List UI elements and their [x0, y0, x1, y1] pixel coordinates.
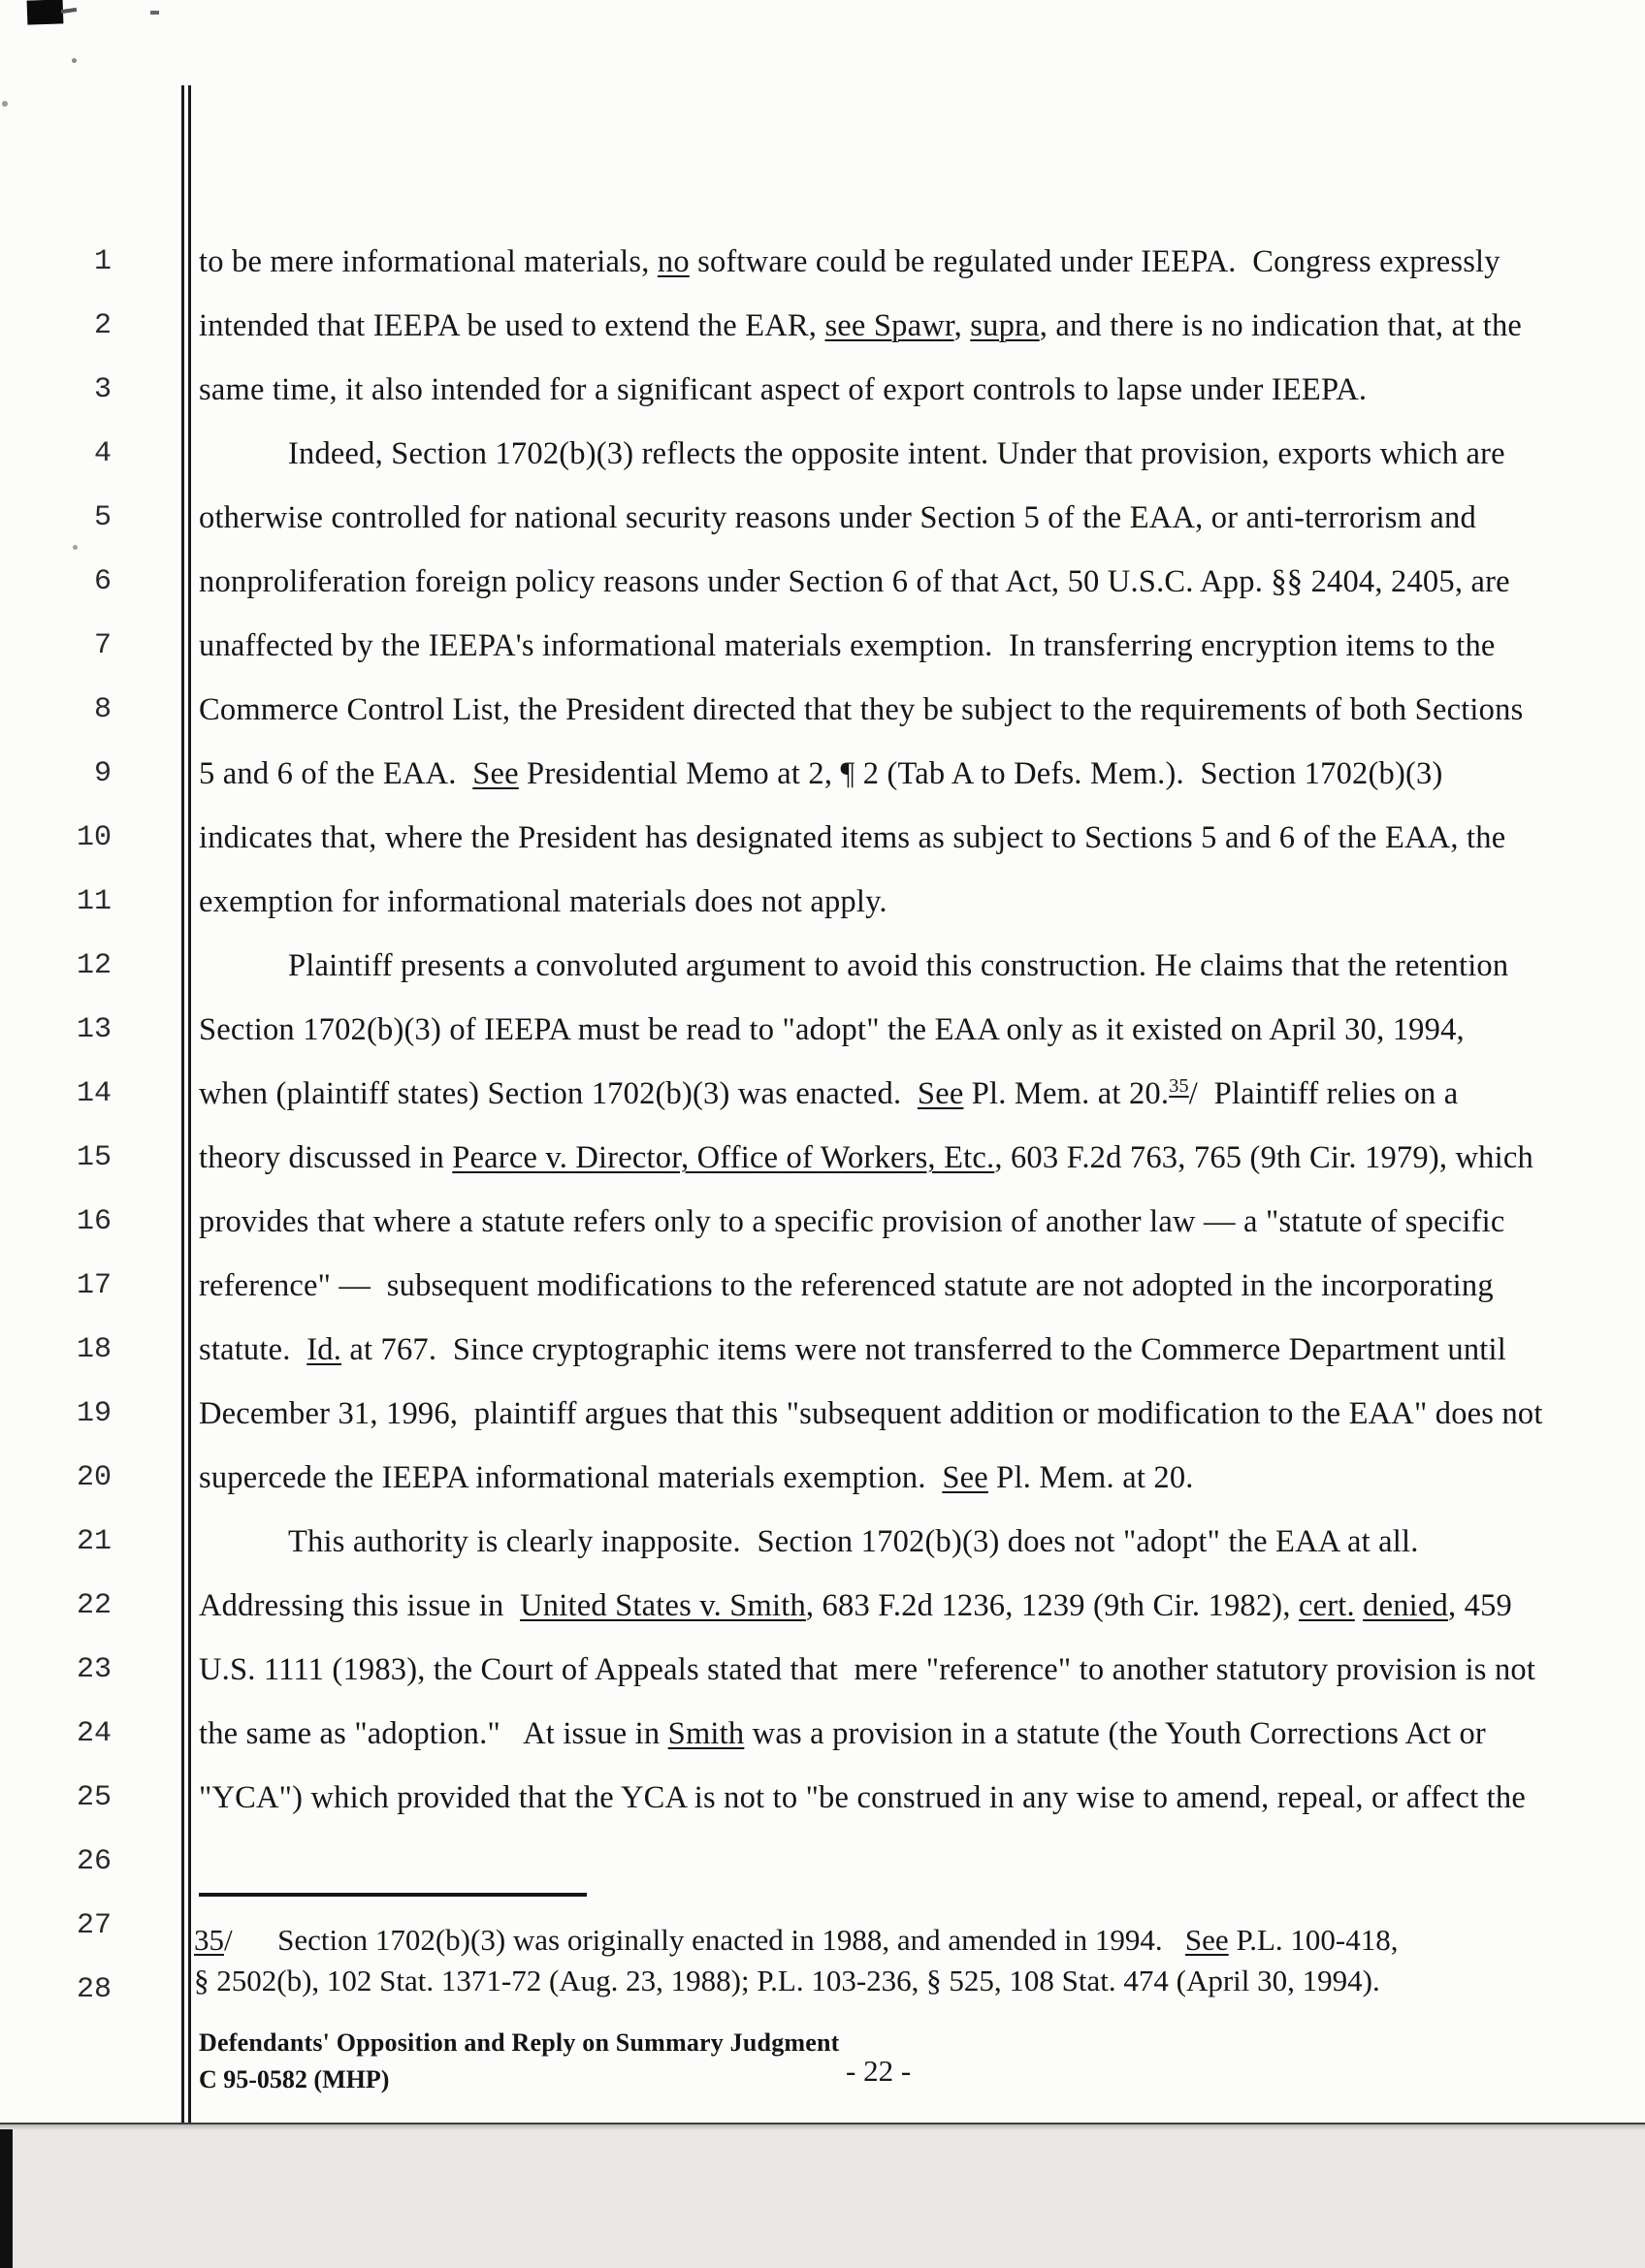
line-number: 13: [76, 1013, 112, 1046]
line-number: 12: [76, 949, 112, 982]
line-number: 20: [76, 1461, 112, 1494]
pleading-line-row: [0, 1074, 1645, 1138]
pleading-line-row: [0, 1266, 1645, 1330]
line-number: 8: [93, 693, 112, 726]
pleading-line-row: [0, 1778, 1645, 1842]
body-line-text: intended that IEEPA be used to extend the EAR, see Spawr, supra, and there is no indication that, at the: [199, 308, 1523, 343]
line-number: 18: [76, 1333, 112, 1366]
pleading-line-row: [0, 1842, 1645, 1906]
scanner-edge-strip: [0, 2129, 13, 2268]
body-line-text: 5 and 6 of the EAA. See Presidential Memo at 2, ¶ 2 (Tab A to Defs. Mem.). Section 1702(b)(3): [199, 756, 1443, 791]
footer-document-title: Defendants' Opposition and Reply on Summary Judgment: [199, 2028, 840, 2057]
pleading-line-row: [0, 690, 1645, 754]
footnote-line: § 2502(b), 102 Stat. 1371-72 (Aug. 23, 1988); P.L. 103-236, § 525, 108 Stat. 474 (April 30, 1994).: [194, 1964, 1380, 1997]
pleading-line-row: [0, 242, 1645, 306]
body-line-text: theory discussed in Pearce v. Director, Office of Workers, Etc., 603 F.2d 763, 765 (9th Cir. 1979), which: [199, 1140, 1533, 1175]
body-line-text: otherwise controlled for national security reasons under Section 5 of the EAA, or anti-terrorism and: [199, 500, 1476, 535]
body-line-text: Addressing this issue in United States v. Smith, 683 F.2d 1236, 1239 (9th Cir. 1982), cert. denied, 459: [199, 1588, 1512, 1623]
line-number: 24: [76, 1717, 112, 1750]
pleading-line-row: [0, 946, 1645, 1010]
line-number: 19: [76, 1397, 112, 1430]
line-number: 21: [76, 1525, 112, 1558]
line-number: 23: [76, 1653, 112, 1686]
footer-case-number: C 95-0582 (MHP): [199, 2065, 390, 2093]
pleading-line-row: [0, 434, 1645, 498]
pleading-line-row: [0, 1010, 1645, 1074]
line-number: 16: [76, 1205, 112, 1238]
body-line-text: the same as "adoption." At issue in Smith was a provision in a statute (the Youth Corrections Act or: [199, 1716, 1486, 1751]
line-number: 25: [76, 1781, 112, 1814]
body-line-text: same time, it also intended for a significant aspect of export controls to lapse under IEEPA.: [199, 372, 1368, 407]
pleading-line-row: [0, 498, 1645, 562]
body-line-text: indicates that, where the President has designated items as subject to Sections 5 and 6 of the EAA, the: [199, 820, 1506, 855]
line-number: 27: [76, 1909, 112, 1942]
line-number: 22: [76, 1589, 112, 1622]
body-line-text: when (plaintiff states) Section 1702(b)(3) was enacted. See Pl. Mem. at 20.35/ Plaintiff relies on a: [199, 1075, 1459, 1111]
pleading-line-row: [0, 306, 1645, 370]
body-line-text: nonproliferation foreign policy reasons under Section 6 of that Act, 50 U.S.C. App. §§ 2404, 2405, are: [199, 564, 1510, 599]
line-number: 26: [76, 1845, 112, 1878]
line-number: 3: [93, 373, 112, 406]
body-line-text: December 31, 1996, plaintiff argues that this "subsequent addition or modification to the EAA" does not: [199, 1396, 1543, 1431]
body-line-text: provides that where a statute refers only to a specific provision of another law — a "statute of specific: [199, 1204, 1505, 1239]
body-line-text: to be mere informational materials, no software could be regulated under IEEPA. Congress expressly: [199, 244, 1500, 279]
line-number: 7: [93, 629, 112, 662]
scanner-background: [0, 2124, 1645, 2268]
footnote-separator: [199, 1893, 587, 1897]
body-line-text: supercede the IEEPA informational materials exemption. See Pl. Mem. at 20.: [199, 1460, 1194, 1495]
pleading-line-row: [0, 1330, 1645, 1394]
line-number: 1: [93, 245, 112, 278]
pleading-line-row: [0, 370, 1645, 434]
body-line-text: statute. Id. at 767. Since cryptographic items were not transferred to the Commerce Department until: [199, 1332, 1506, 1367]
body-line-text: Plaintiff presents a convoluted argument to avoid this construction. He claims that the retention: [288, 948, 1509, 983]
pleading-line-row: [0, 1138, 1645, 1202]
pleading-line-row: [0, 562, 1645, 626]
body-line-text: Commerce Control List, the President directed that they be subject to the requirements of both Sections: [199, 692, 1524, 727]
line-number: 6: [93, 565, 112, 598]
pleading-line-row: [0, 882, 1645, 946]
body-line-text: "YCA") which provided that the YCA is not to "be construed in any wise to amend, repeal, or affect the: [199, 1780, 1526, 1815]
footnote: [194, 1920, 1626, 2001]
body-line-text: exemption for informational materials does not apply.: [199, 884, 887, 919]
body-line-text: reference" — subsequent modifications to the referenced statute are not adopted in the incorporating: [199, 1268, 1494, 1303]
pleading-line-row: [0, 626, 1645, 690]
pleading-line-row: [0, 1202, 1645, 1266]
line-number: 5: [93, 501, 112, 534]
pleading-line-row: [0, 1650, 1645, 1714]
body-line-text: Indeed, Section 1702(b)(3) reflects the opposite intent. Under that provision, exports which are: [288, 436, 1505, 471]
body-line-text: U.S. 1111 (1983), the Court of Appeals stated that mere "reference" to another statutory provision is not: [199, 1652, 1536, 1687]
line-number: 2: [93, 309, 112, 342]
footnote-line: 35/ Section 1702(b)(3) was originally enacted in 1988, and amended in 1994. See P.L. 100-418,: [194, 1923, 1399, 1957]
page-number: - 22 -: [846, 2054, 912, 2088]
line-number: 11: [76, 885, 112, 918]
pleading-line-row: [0, 1394, 1645, 1458]
pleading-line-row: [0, 1714, 1645, 1778]
line-number: 15: [76, 1141, 112, 1174]
pleading-line-row: [0, 1586, 1645, 1650]
page-edge-shadow: [0, 2124, 1645, 2130]
body-line-text: This authority is clearly inapposite. Section 1702(b)(3) does not "adopt" the EAA at all.: [288, 1524, 1419, 1559]
pleading-line-row: [0, 818, 1645, 882]
line-number: 10: [76, 821, 112, 854]
pleading-line-row: [0, 1522, 1645, 1586]
body-line-text: unaffected by the IEEPA's informational materials exemption. In transferring encryption items to the: [199, 628, 1496, 663]
line-number: 14: [76, 1077, 112, 1110]
line-number: 17: [76, 1269, 112, 1302]
pleading-line-row: [0, 754, 1645, 818]
body-line-text: Section 1702(b)(3) of IEEPA must be read to "adopt" the EAA only as it existed on April 30, 1994,: [199, 1012, 1465, 1047]
pleading-line-row: [0, 1458, 1645, 1522]
line-number: 4: [93, 437, 112, 470]
line-number: 28: [76, 1973, 112, 2006]
line-number: 9: [93, 757, 112, 790]
